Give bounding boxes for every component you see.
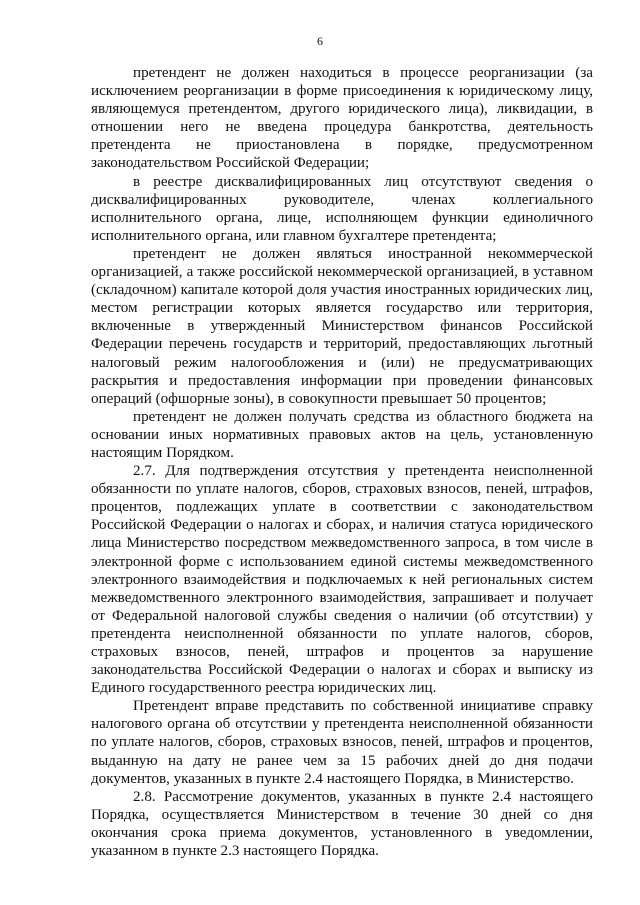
paragraph-tax-certificate: Претендент вправе представить по собственной инициативе справку налогового органа об отсутствии у претендента неисполненной обязанности по уплате налогов, сборов, страховых взносов, пеней, штрафов и процентов, выданную на дату не ранее чем за 15 рабочих дней до дня подачи документов, указанных в пункте 2.4 настоящего Порядка, в Министерство. — [91, 698, 593, 787]
paragraph-section-2-8: 2.8. Рассмотрение документов, указанных в пункте 2.4 настоящего Порядка, осуществляется Министерством в течение 30 дней со дня окончания срока приема документов, установленного в уведомлении, указанном в пункте 2.3 настоящего Порядка. — [91, 788, 593, 860]
document-body — [91, 64, 593, 860]
paragraph-foreign-organization: претендент не должен являться иностранной некоммерческой организацией, а также российской некоммерческой организацией, в уставном (складочном) капитале которой доля участия иностранных юридических лиц, местом регистрации которых является государство или территория, включенные в утвержденный Министерством финансов Российской Федерации перечень государств и территорий, предоставляющих льготный налоговый режим налогообложения и (или) не предусматривающих раскрытия и предоставления информации при проведении финансовых операций (офшорные зоны), в совокупности превышает 50 процентов; — [91, 245, 593, 407]
paragraph-regional-budget: претендент не должен получать средства из областного бюджета на основании иных нормативных правовых актов на цель, установленную настоящим Порядком. — [91, 408, 593, 461]
paragraph-disqualified-persons: в реестре дисквалифицированных лиц отсутствуют сведения о дисквалифицированных руководителе, членах коллегиального исполнительного органа, лице, исполняющем функции единоличного исполнительного органа, или главном бухгалтере претендента; — [91, 173, 593, 244]
page-number: 6 — [317, 34, 323, 48]
paragraph-section-2-7: 2.7. Для подтверждения отсутствия у претендента неисполненной обязанности по уплате налогов, сборов, страховых взносов, пеней, штрафов, процентов, подлежащих уплате в соответствии с законодательством Российской Федерации о налогах и сборах, и наличия статуса юридического лица Министерство посредством межведомственного запроса, в том числе в электронной форме с использованием единой системы межведомственного электронного взаимодействия и подключаемых к ней региональных систем межведомственного электронного взаимодействия, запрашивает и получает от Федеральной налоговой службы сведения о наличии (об отсутствии) у претендента неисполненной обязанности по уплате налогов, сборов, страховых взносов, пеней, штрафов и процентов за нарушение законодательства Российской Федерации о налогах и сборах и выписку из Единого государственного реестра юридических лиц. — [91, 463, 593, 697]
paragraph-no-reorganization: претендент не должен находиться в процессе реорганизации (за исключением реорганизации в форме присоединения к юридическому лицу, являющемуся претендентом, другого юридического лица), ликвидации, в отношении него не введена процедура банкротства, деятельность претендента не приостановлена в порядке, предусмотренном законодательством Российской Федерации; — [91, 65, 593, 172]
